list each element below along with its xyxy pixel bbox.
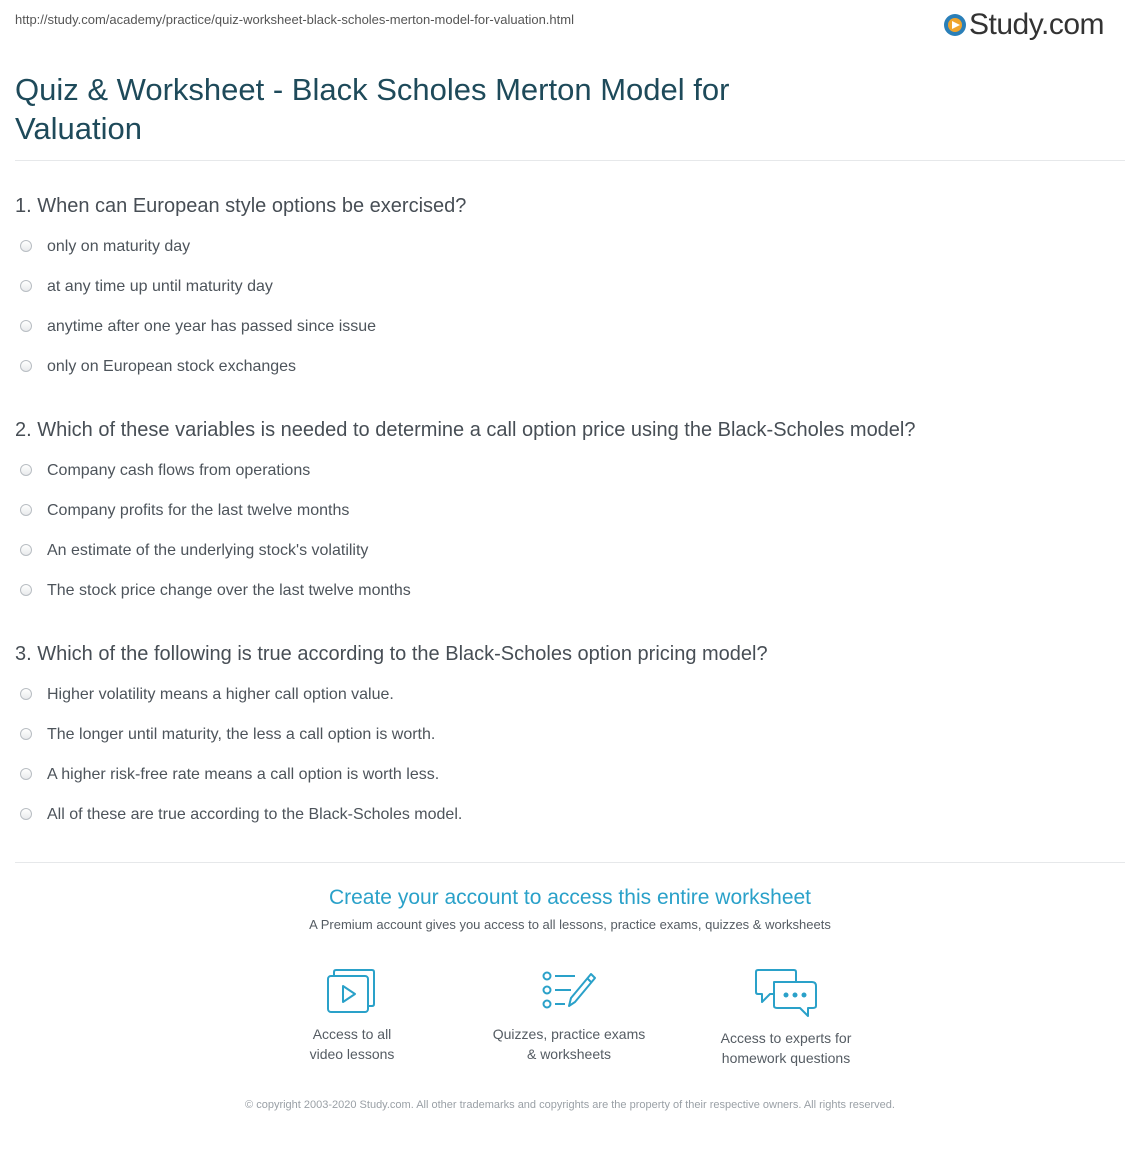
answer-label: A higher risk-free rate means a call option is worth less.: [47, 766, 440, 783]
radio-button[interactable]: [20, 768, 32, 780]
answer-label: anytime after one year has passed since issue: [47, 318, 377, 335]
answer-option[interactable]: [20, 307, 376, 347]
radio-button[interactable]: [20, 544, 32, 556]
question-2-options: [20, 451, 411, 611]
question-3: 3. Which of the following is true according to the Black-Scholes option pricing model?: [15, 643, 768, 665]
answer-label: Company cash flows from operations: [47, 462, 311, 479]
logo-text: Study.com: [969, 8, 1104, 41]
feature-label: Access to experts for homework questions: [720, 1030, 852, 1066]
answer-option[interactable]: [20, 755, 462, 795]
page-url: http://study.com/academy/practice/quiz-worksheet-black-scholes-merton-model-for-valuation.html: [15, 12, 574, 27]
answer-label: at any time up until maturity day: [47, 278, 273, 295]
answer-label: An estimate of the underlying stock's volatility: [47, 542, 369, 559]
study-logo[interactable]: [944, 8, 1104, 42]
answer-option[interactable]: [20, 715, 462, 755]
answer-label: The longer until maturity, the less a call option is worth.: [47, 726, 436, 743]
play-logo-icon: [944, 14, 966, 36]
radio-button[interactable]: [20, 808, 32, 820]
radio-button[interactable]: [20, 688, 32, 700]
question-3-options: [20, 675, 462, 835]
answer-option[interactable]: [20, 531, 411, 571]
feature-experts: [701, 968, 871, 1068]
answer-option[interactable]: [20, 451, 411, 491]
answer-label: Higher volatility means a higher call option value.: [47, 686, 394, 703]
answer-label: All of these are true according to the Black-Scholes model.: [47, 806, 463, 823]
radio-button[interactable]: [20, 728, 32, 740]
radio-button[interactable]: [20, 360, 32, 372]
cta-divider: [15, 862, 1125, 863]
question-2: 2. Which of these variables is needed to determine a call option price using the Black-Scholes model?: [15, 419, 916, 441]
answer-option[interactable]: [20, 571, 411, 611]
answer-label: only on European stock exchanges: [47, 358, 297, 375]
feature-video-lessons: [267, 968, 437, 1064]
radio-button[interactable]: [20, 464, 32, 476]
expert-chat-icon: [754, 968, 818, 1018]
radio-button[interactable]: [20, 240, 32, 252]
answer-option[interactable]: [20, 347, 376, 387]
radio-button[interactable]: [20, 320, 32, 332]
feature-quizzes: [484, 968, 654, 1064]
quiz-checklist-icon: [541, 968, 597, 1014]
feature-label: Quizzes, practice exams & worksheets: [492, 1026, 646, 1062]
answer-label: The stock price change over the last twelve months: [47, 582, 411, 599]
video-lessons-icon: [326, 968, 378, 1014]
question-1-options: [20, 227, 376, 387]
answer-option[interactable]: [20, 267, 376, 307]
radio-button[interactable]: [20, 280, 32, 292]
title-divider: [15, 160, 1125, 161]
radio-button[interactable]: [20, 504, 32, 516]
create-account-link[interactable]: Create your account to access this entire worksheet: [328, 886, 812, 909]
page-title: Quiz & Worksheet - Black Scholes Merton Model for Valuation: [15, 72, 730, 146]
answer-label: only on maturity day: [47, 238, 191, 255]
answer-option[interactable]: [20, 491, 411, 531]
copyright-text: © copyright 2003-2020 Study.com. All other trademarks and copyrights are the property of their respective owners. All rights reserved.: [245, 1099, 895, 1111]
radio-button[interactable]: [20, 584, 32, 596]
question-1: 1. When can European style options be exercised?: [15, 195, 467, 217]
answer-option[interactable]: [20, 675, 462, 715]
answer-option[interactable]: [20, 795, 462, 835]
answer-label: Company profits for the last twelve months: [47, 502, 350, 519]
cta-subheading: A Premium account gives you access to all lessons, practice exams, quizzes & worksheets: [309, 917, 831, 932]
answer-option[interactable]: [20, 227, 376, 267]
feature-label: Access to all video lessons: [309, 1026, 395, 1062]
